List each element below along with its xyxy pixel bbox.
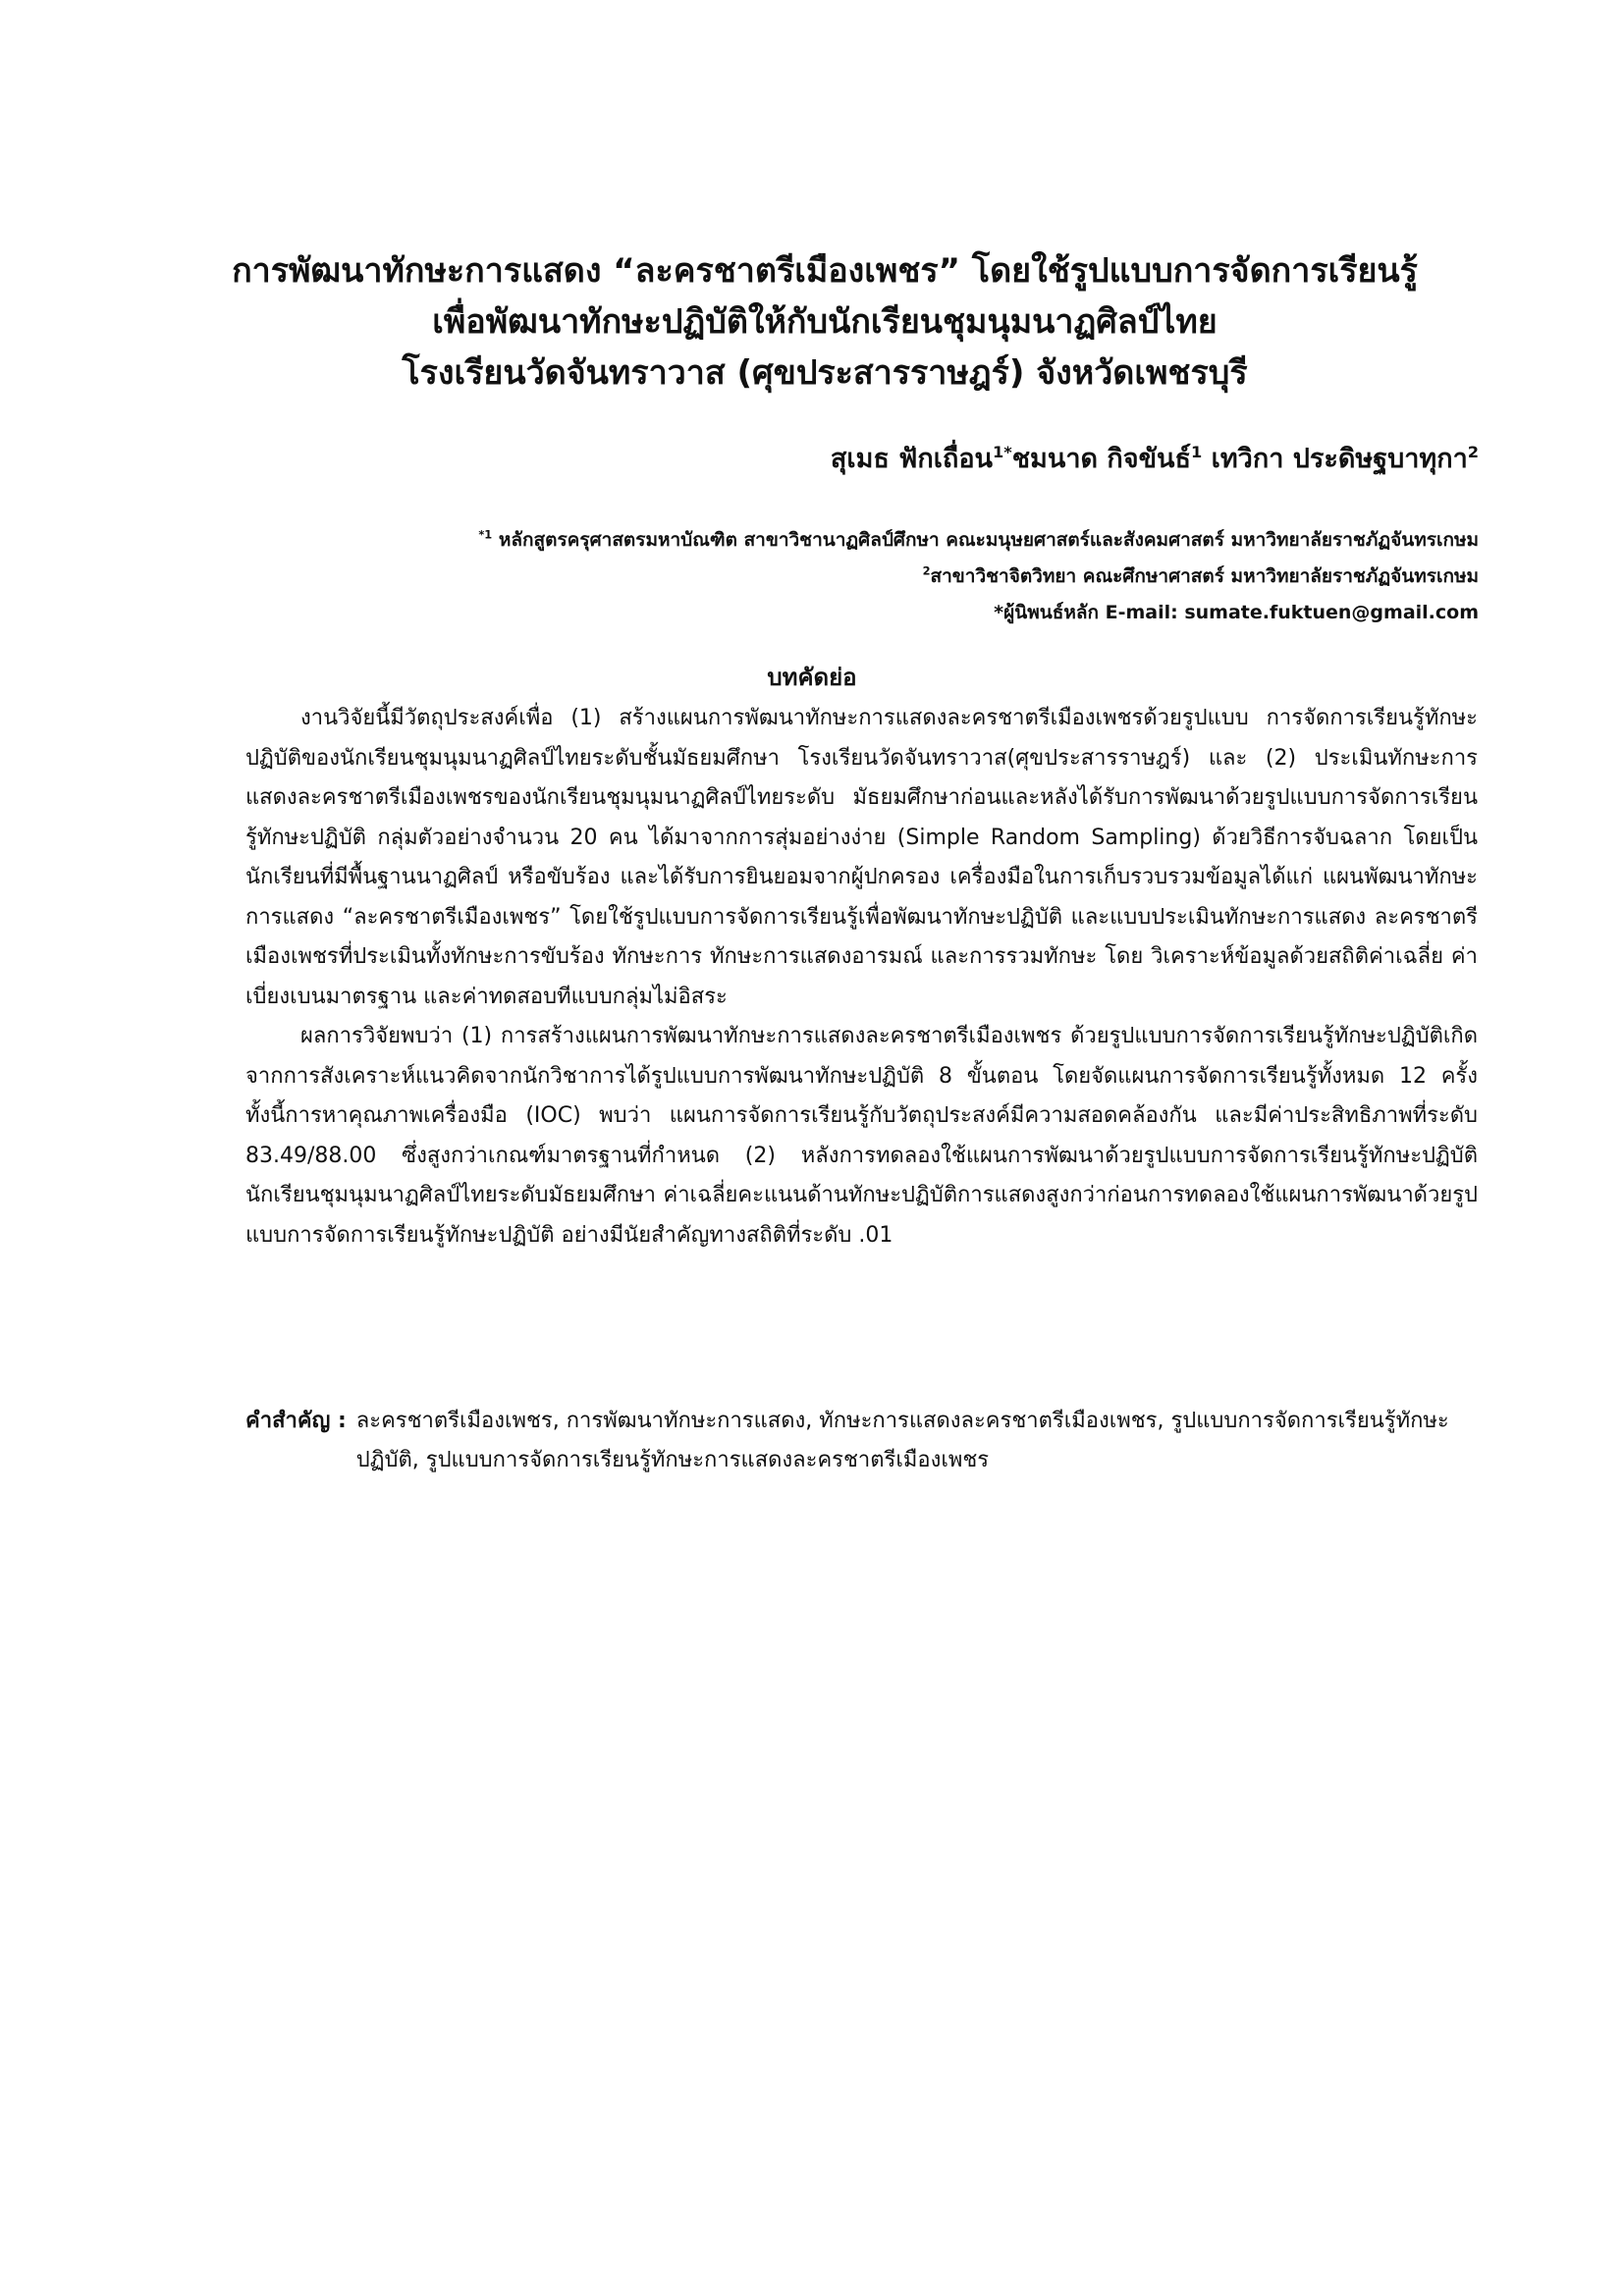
- affiliation-list: [478, 522, 1479, 631]
- keywords-section: [245, 1402, 1478, 1480]
- corresponding-author-email: *ผู้นิพนธ์หลัก E-mail: sumate.fuktuen@gmail.com: [994, 602, 1479, 623]
- author-mark-1: 1*: [993, 443, 1012, 461]
- author-name-2: ชมนาด กิจขันธ์: [1011, 444, 1191, 474]
- title-line-1: การพัฒนาทักษะการแสดง “ละครชาตรีเมืองเพชร” โดยใช้รูปแบบการจัดการเรียนรู้: [232, 251, 1418, 291]
- keywords-text: ละครชาตรีเมืองเพชร, การพัฒนาทักษะการแสดง, ทักษะการแสดงละครชาตรีเมืองเพชร, รูปแบบการจัดการเรียนรู้ทักษะปฏิบัติ, รูปแบบการจัดการเรียนรู้ทักษะการแสดงละครชาตรีเมืองเพชร: [355, 1409, 1449, 1472]
- paper-title: [196, 245, 1453, 399]
- author-name-3: เทวิกา ประดิษฐบาทุกา: [1211, 444, 1468, 474]
- abstract-paragraph-1: งานวิจัยนี้มีวัตถุประสงค์เพื่อ (1) สร้างแผนการพัฒนาทักษะการแสดงละครชาตรีเมืองเพชรด้วยรูปแบบ การจัดการเรียนรู้ทักษะปฏิบัติของนักเรียนชุมนุมนาฏศิลป์ไทยระดับชั้นมัธยมศึกษา โรงเรียนวัดจันทราวาส(ศุขประสารราษฎร์) และ (2) ประเมินทักษะการแสดงละครชาตรีเมืองเพชรของนักเรียนชุมนุมนาฏศิลป์ไทยระดับ มัธยมศึกษาก่อนและหลังได้รับการพัฒนาด้วยรูปแบบการจัดการเรียนรู้ทักษะปฏิบัติ กลุ่มตัวอย่างจำนวน 20 คน ได้มาจากการสุ่มอย่างง่าย (Simple Random Sampling) ด้วยวิธีการจับฉลาก โดยเป็นนักเรียนที่มีพื้นฐานนาฏศิลป์ หรือขับร้อง และได้รับการยินยอมจากผู้ปกครอง เครื่องมือในการเก็บรวบรวมข้อมูลได้แก่ แผนพัฒนาทักษะการแสดง “ละครชาตรีเมืองเพชร” โดยใช้รูปแบบการจัดการเรียนรู้เพื่อพัฒนาทักษะปฏิบัติ และแบบประเมินทักษะการแสดง ละครชาตรีเมืองเพชรที่ประเมินทั้งทักษะการขับร้อง ทักษะการ ทักษะการแสดงอารมณ์ และการรวมทักษะ โดย วิเคราะห์ข้อมูลด้วยสถิติค่าเฉลี่ย ค่าเบี่ยงเบนมาตรฐาน และค่าทดสอบทีแบบกลุ่มไม่อิสระ: [245, 706, 1478, 1009]
- affiliation-1: [478, 522, 1479, 559]
- affiliation-mark-2: 2: [922, 563, 931, 578]
- title-line-3: โรงเรียนวัดจันทราวาส (ศุขประสารราษฎร์) จังหวัดเพชรบุรี: [402, 353, 1248, 393]
- abstract-paragraph-2: ผลการวิจัยพบว่า (1) การสร้างแผนการพัฒนาทักษะการแสดงละครชาตรีเมืองเพชร ด้วยรูปแบบการจัดการเรียนรู้ทักษะปฏิบัติเกิดจากการสังเคราะห์แนวคิดจากนักวิชาการได้รูปแบบการพัฒนาทักษะปฏิบัติ 8 ขั้นตอน โดยจัดแผนการจัดการเรียนรู้ทั้งหมด 12 ครั้ง ทั้งนี้การหาคุณภาพเครื่องมือ (IOC) พบว่า แผนการจัดการเรียนรู้กับวัตถุประสงค์มีความสอดคล้องกัน และมีค่าประสิทธิภาพที่ระดับ 83.49/88.00 ซึ่งสูงกว่าเกณฑ์มาตรฐานที่กำหนด (2) หลังการทดลองใช้แผนการพัฒนาด้วยรูปแบบการจัดการเรียนรู้ทักษะปฏิบัตินักเรียนชุมนุมนาฏศิลป์ไทยระดับมัธยมศึกษา ค่าเฉลี่ยคะแนนด้านทักษะปฏิบัติการแสดงสูงกว่าก่อนการทดลองใช้แผนการพัฒนาด้วยรูปแบบการจัดการเรียนรู้ทักษะปฏิบัติ อย่างมีนัยสำคัญทางสถิติที่ระดับ .01: [245, 1024, 1478, 1248]
- author-name-1: สุเมธ ฟักเถื่อน: [830, 444, 993, 474]
- affiliation-mark-1: *1: [478, 527, 493, 542]
- title-line-2: เพื่อพัฒนาทักษะปฏิบัติให้กับนักเรียนชุมนุมนาฏศิลป์ไทย: [432, 302, 1218, 342]
- author-mark-3: 2: [1467, 443, 1479, 461]
- affiliation-2: [478, 559, 1479, 595]
- abstract-body: [245, 699, 1478, 1255]
- keywords-label: คำสำคัญ :: [245, 1409, 347, 1433]
- abstract-heading: บทคัดย่อ: [767, 664, 857, 691]
- affiliation-text-1: หลักสูตรครุศาสตรมหาบัณฑิต สาขาวิชานาฏศิลป์ศึกษา คณะมนุษยศาสตร์และสังคมศาสตร์ มหาวิทยาลัยราชภัฏจันทรเกษม: [498, 529, 1479, 551]
- author-list: [831, 440, 1479, 479]
- author-mark-2: 1: [1190, 443, 1203, 461]
- affiliation-text-2: สาขาวิชาจิตวิทยา คณะศึกษาศาสตร์ มหาวิทยาลัยราชภัฏจันทรเกษม: [930, 565, 1479, 587]
